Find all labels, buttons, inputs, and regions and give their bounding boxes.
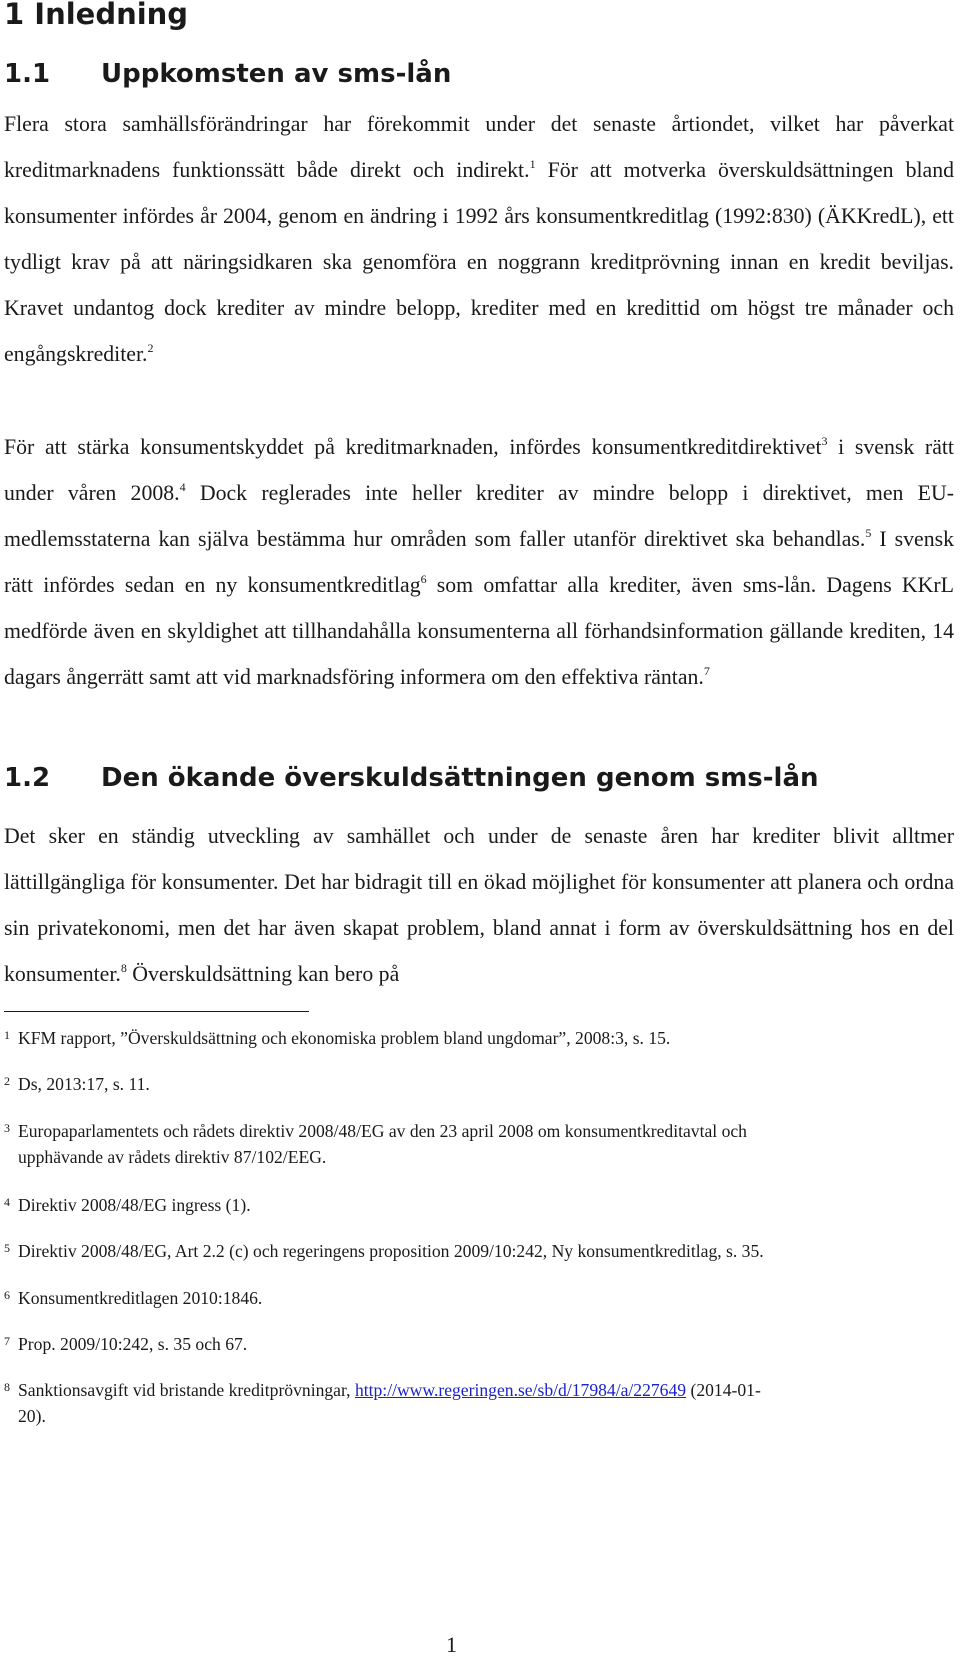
footnote-item: 1 KFM rapport, ”Överskuldsättning och ekonomiska problem bland ungdomar”, 2008:3, s. 15. [4, 1028, 671, 1048]
paragraph-text: som omfattar alla krediter, även sms-lån. Dagens KKrL medförde även en skyldighet att tillhandahålla konsumenterna all förhandsinformation gällande krediten, 14 dagars ångerrätt samt att vid marknadsföring informera om den effektiva räntan. [4, 573, 954, 689]
section-title: Den ökande överskuldsättningen genom sms-lån [101, 763, 819, 793]
section-title: Uppkomsten av sms-lån [101, 59, 452, 89]
paragraph-text: i svensk rätt under våren 2008. [4, 435, 954, 505]
footnote-ref[interactable]: 5 [865, 526, 872, 540]
footnote-item: 6 Konsumentkreditlagen 2010:1846. [4, 1288, 263, 1308]
footnote-text: Ds, 2013:17, s. 11. [18, 1074, 150, 1094]
footnote-text: Sanktionsavgift vid bristande kreditprövningar, [18, 1380, 355, 1400]
paragraph-text: I svensk rätt infördes sedan en ny konsumentkreditlag [4, 527, 954, 597]
paragraph-text: Överskuldsättning kan bero på [126, 962, 400, 986]
paragraph-text: Det sker en ständig utveckling av samhället och under de senaste åren har krediter blivit alltmer lättillgängliga för konsumenter. Det har bidragit till en ökad möjlighet för konsumenter att planera och ordna sin privatekonomi, men det har även skapat problem, bland annat i form av överskuldsättning hos en del konsumenter. [4, 824, 954, 986]
footnote-ref[interactable]: 8 [120, 961, 127, 975]
section-number: 1.2 [4, 763, 51, 793]
paragraph [4, 813, 954, 997]
page-number: 1 [446, 1632, 457, 1657]
paragraph-text: Flera stora samhällsförändringar har förekommit under det senaste årtiondet, vilket har påverkat kreditmarknadens funktionssätt både direkt och indirekt. [4, 112, 954, 182]
footnote-text-continued: upphävande av rådets direktiv 87/102/EEG. [18, 1147, 327, 1167]
section-number: 1.1 [4, 59, 51, 89]
footnote-item: 2 Ds, 2013:17, s. 11. [4, 1074, 150, 1094]
footnote-link[interactable]: http://www.regeringen.se/sb/d/17984/a/227649 [354, 1380, 687, 1400]
paragraph-text: För att motverka överskuldsättningen bland konsumenter infördes år 2004, genom en ändring i 1992 års konsumentkreditlag (1992:830) (ÄKKredL), ett tydligt krav på att näringsidkaren ska genomföra en noggrann kreditprövning innan en kredit beviljas. Kravet undantog dock krediter av mindre belopp, krediter med en kredittid om högst tre månader och engångskrediter. [4, 158, 955, 366]
section-heading-1-1 [4, 58, 451, 90]
footnote-item: 4 Direktiv 2008/48/EG ingress (1). [4, 1195, 251, 1215]
footnote-ref[interactable]: 1 [529, 157, 536, 171]
footnote-ref[interactable]: 2 [147, 341, 154, 355]
footnote-text: (2014-01- [686, 1380, 761, 1400]
footnote-item: 7 Prop. 2009/10:242, s. 35 och 67. [4, 1334, 248, 1354]
footnote-text: Konsumentkreditlagen 2010:1846. [18, 1288, 263, 1308]
footnote-ref[interactable]: 4 [179, 480, 186, 494]
footnote-text: KFM rapport, ”Överskuldsättning och ekonomiska problem bland ungdomar”, 2008:3, s. 15. [18, 1028, 671, 1048]
footnote-text: Prop. 2009/10:242, s. 35 och 67. [18, 1334, 248, 1354]
paragraph-text: För att stärka konsumentskyddet på kreditmarknaden, infördes konsumentkreditdirektivet [4, 435, 822, 459]
footnote-item: 3 Europaparlamentets och rådets direktiv 2008/48/EG av den 23 april 2008 om konsumentkreditavtal och upphävande av rådets direktiv 87/102/EEG. [4, 1118, 954, 1170]
footnote-text: Europaparlamentets och rådets direktiv 2008/48/EG av den 23 april 2008 om konsumentkreditavtal och [18, 1121, 747, 1141]
paragraph-text: Dock reglerades inte heller krediter av mindre belopp i direktivet, men EU-medlemsstaterna kan själva bestämma hur områden som faller utanför direktivet ska behandlas. [4, 481, 954, 551]
paragraph [4, 424, 954, 700]
footnote-text-continued: 20). [18, 1406, 46, 1426]
footnote-item: 5 Direktiv 2008/48/EG, Art 2.2 (c) och regeringens proposition 2009/10:242, Ny konsumentkreditlag, s. 35. [4, 1241, 764, 1261]
footnote-text: Direktiv 2008/48/EG, Art 2.2 (c) och regeringens proposition 2009/10:242, Ny konsumentkreditlag, s. 35. [18, 1241, 764, 1261]
footnote-text: Direktiv 2008/48/EG ingress (1). [18, 1195, 251, 1215]
footnote-item: 8 Sanktionsavgift vid bristande kreditprövningar, http://www.regeringen.se/sb/d/17984/a/227649 (2014-01- 20). [4, 1377, 954, 1429]
chapter-heading: 1 Inledning [4, 0, 189, 31]
footnote-ref[interactable]: 7 [703, 664, 710, 678]
paragraph [4, 101, 954, 377]
footnote-separator [4, 1011, 309, 1012]
footnote-ref[interactable]: 3 [821, 434, 828, 448]
section-heading-1-2 [4, 762, 819, 794]
footnote-ref[interactable]: 6 [420, 572, 427, 586]
